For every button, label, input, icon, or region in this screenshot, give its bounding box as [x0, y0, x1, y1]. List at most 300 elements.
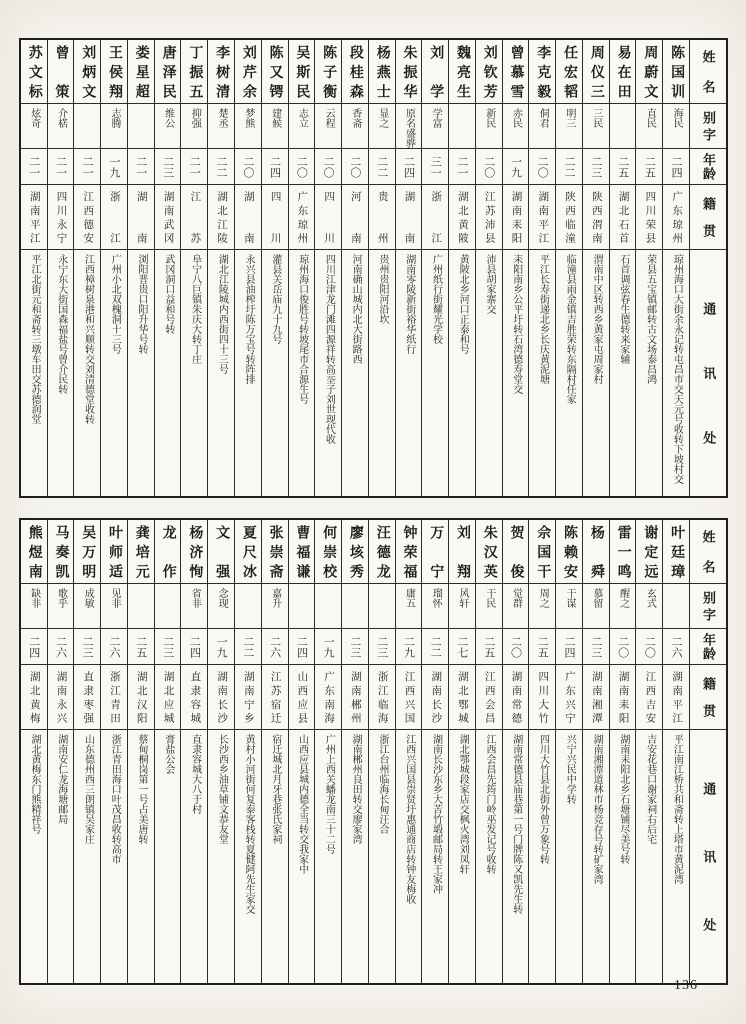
name-text: 万宁 — [428, 525, 444, 578]
person-column — [448, 40, 475, 496]
address-text: 河南确山城内北大街路西 — [350, 254, 362, 364]
address-text: 浙江台州临海长甸汪合 — [376, 734, 388, 834]
address-text: 广州纸行街耀光学校 — [430, 254, 442, 344]
header-age-cell — [690, 629, 726, 665]
age-text: 一九 — [108, 155, 121, 178]
alias-cell — [48, 104, 74, 149]
alias-text: 歌乎 — [55, 588, 67, 608]
address-text: 浙江青田海口叶茂昌收转高市 — [109, 734, 121, 864]
name-cell — [128, 40, 154, 104]
native-place-cell — [48, 665, 74, 730]
name-text: 刘翔 — [454, 525, 470, 578]
header-native-place-label: 籍贯 — [701, 677, 716, 717]
native-place-cell — [422, 665, 448, 730]
name-text: 曹福谦 — [294, 525, 310, 578]
age-text: 二〇 — [509, 635, 522, 658]
alias-text: 成敏 — [82, 588, 94, 608]
address-cell — [155, 730, 181, 983]
alias-text: 醒之 — [617, 588, 629, 608]
age-cell — [181, 149, 207, 185]
name-cell — [636, 520, 662, 584]
age-cell — [315, 629, 341, 665]
native-place-text: 湖南长沙 — [430, 671, 442, 723]
address-cell — [449, 730, 475, 983]
name-text: 张崇斋 — [267, 525, 283, 578]
age-text: 二九 — [402, 635, 415, 658]
native-place-text: 湖北汉阳 — [135, 671, 147, 723]
alias-cell — [48, 584, 74, 629]
header-column — [689, 520, 726, 983]
address-cell — [396, 730, 422, 983]
header-address-cell — [690, 250, 726, 496]
name-text: 钟荣福 — [401, 525, 417, 578]
alias-cell — [396, 584, 422, 629]
alias-cell — [663, 104, 689, 149]
native-place-cell — [556, 185, 582, 250]
native-place-text: 河南 — [349, 191, 361, 243]
address-text: 吉安花巷口谢家祠右后宅 — [644, 734, 656, 844]
address-cell — [208, 250, 234, 496]
name-cell — [235, 520, 261, 584]
person-column — [609, 40, 636, 496]
alias-cell — [503, 104, 529, 149]
native-place-cell — [610, 185, 636, 250]
age-cell — [315, 149, 341, 185]
name-cell — [342, 40, 368, 104]
native-place-cell — [289, 185, 315, 250]
alias-cell — [208, 104, 234, 149]
alias-text: 直民 — [644, 108, 656, 128]
age-text: 三一 — [429, 155, 442, 178]
person-column — [502, 520, 529, 983]
native-place-text: 湖南平江 — [671, 671, 683, 723]
alias-cell — [529, 104, 555, 149]
age-cell — [476, 629, 502, 665]
address-text: 湖北江陵城内西街四十三号 — [216, 254, 228, 374]
address-cell — [503, 730, 529, 983]
native-place-text: 湖南郴州 — [349, 671, 361, 723]
native-place-cell — [529, 665, 555, 730]
address-text: 耒阳南乡公平圩转石湾德寿堂交 — [510, 254, 522, 394]
alias-text: 省非 — [189, 588, 201, 608]
age-text: 二四 — [563, 635, 576, 658]
address-text: 贵州贵阳河沿坎 — [376, 254, 388, 324]
person-column — [421, 40, 448, 496]
address-text: 湖南长沙东乡大苦竹塅邮局转王家冲 — [430, 734, 442, 894]
name-text: 刘炳文 — [80, 45, 96, 98]
alias-cell — [128, 584, 154, 629]
name-text: 陈国训 — [669, 45, 685, 98]
alias-cell — [396, 104, 422, 149]
person-column — [288, 40, 315, 496]
alias-text: 维公 — [162, 108, 174, 128]
alias-cell — [128, 104, 154, 149]
age-cell — [663, 629, 689, 665]
native-place-text: 湖南永兴 — [55, 671, 67, 723]
age-text: 二五 — [536, 635, 549, 658]
alias-cell — [663, 584, 689, 629]
native-place-text: 四川荣县 — [644, 191, 656, 243]
name-cell — [369, 40, 395, 104]
native-place-cell — [583, 185, 609, 250]
native-place-text: 江西会昌 — [483, 671, 495, 723]
address-text: 黄村小河街何复泰客栈转夏健阿先生家交 — [243, 734, 255, 914]
age-text: 一九 — [509, 155, 522, 178]
address-text: 宿迁城北月牙巷张氏家祠 — [269, 734, 281, 844]
person-column — [207, 520, 234, 983]
header-name-label: 姓名 — [700, 50, 716, 93]
native-place-cell — [262, 185, 288, 250]
alias-cell — [155, 104, 181, 149]
age-text: 二一 — [54, 155, 67, 178]
person-column — [261, 40, 288, 496]
alias-cell — [208, 584, 234, 629]
address-cell — [583, 250, 609, 496]
address-text: 江西兴国县崇贤圩惠通商店转钟友梅收 — [403, 734, 415, 904]
alias-text: 嘉升 — [269, 588, 281, 608]
native-place-cell — [449, 185, 475, 250]
alias-cell — [262, 584, 288, 629]
name-cell — [556, 40, 582, 104]
native-place-cell — [101, 665, 127, 730]
age-text: 二七 — [455, 635, 468, 658]
alias-cell — [289, 104, 315, 149]
native-place-cell — [396, 665, 422, 730]
native-place-cell — [315, 185, 341, 250]
header-address-label: 通讯处 — [701, 782, 717, 931]
header-address-cell — [690, 730, 726, 983]
name-text: 夏尺冰 — [240, 525, 256, 578]
native-place-text: 陕西临潼 — [564, 191, 576, 243]
address-text: 蔡甸桐岗第一号占美唐转 — [136, 734, 148, 844]
age-cell — [449, 149, 475, 185]
age-cell — [155, 629, 181, 665]
name-text: 李克毅 — [535, 45, 551, 98]
name-text: 龙作 — [160, 525, 176, 578]
address-cell — [529, 730, 555, 983]
address-text: 湖北黄梅东门熊精祥号 — [28, 734, 40, 834]
native-place-cell — [74, 185, 100, 250]
address-text: 永宁东大街国森福盐号曾介民转 — [55, 254, 67, 394]
name-cell — [315, 520, 341, 584]
age-cell — [556, 629, 582, 665]
address-text: 四川江津龙门滩四源祥转高坖子刘世现代收 — [323, 254, 335, 444]
name-text: 杨舜 — [588, 525, 604, 578]
name-text: 吴斯民 — [294, 45, 310, 98]
age-cell — [235, 629, 261, 665]
address-text: 临潼县雨金镇吉胜荣转东隔村任家 — [564, 254, 576, 404]
address-cell — [636, 250, 662, 496]
age-cell — [529, 149, 555, 185]
alias-text: 新民 — [483, 108, 495, 128]
alias-cell — [74, 584, 100, 629]
directory-table-top — [19, 38, 728, 498]
native-place-cell — [181, 665, 207, 730]
age-text: 一九 — [215, 635, 228, 658]
name-cell — [208, 40, 234, 104]
alias-cell — [21, 584, 47, 629]
alias-text: 志立 — [296, 108, 308, 128]
address-cell — [529, 250, 555, 496]
person-column — [73, 520, 100, 983]
age-cell — [396, 629, 422, 665]
person-column — [21, 520, 47, 983]
person-column — [395, 520, 422, 983]
address-text: 灌县关岳庙九十九号 — [269, 254, 281, 344]
name-cell — [610, 520, 636, 584]
native-place-text: 湖南常德 — [510, 671, 522, 723]
person-column — [314, 520, 341, 983]
address-text: 平江南江桥共和斋转上塔市黄泥湾 — [671, 734, 683, 884]
native-place-text: 湖南湘潭 — [590, 671, 602, 723]
age-text: 二四 — [188, 635, 201, 658]
age-text: 二一 — [188, 155, 201, 178]
address-text: 永兴县油榨圩陈万宝号转阵排 — [243, 254, 255, 384]
person-column — [100, 520, 127, 983]
name-text: 叶师适 — [107, 525, 123, 578]
name-cell — [529, 40, 555, 104]
person-column — [314, 40, 341, 496]
age-text: 二二 — [241, 635, 254, 658]
address-text: 浏阳普贵口阳升华号转 — [136, 254, 148, 354]
name-text: 曾慕雪 — [508, 45, 524, 98]
alias-text: 云程 — [323, 108, 335, 128]
native-place-text: 浙江 — [430, 191, 442, 243]
age-cell — [289, 629, 315, 665]
address-cell — [235, 730, 261, 983]
name-text: 叶廷璋 — [669, 525, 685, 578]
name-cell — [181, 520, 207, 584]
native-place-cell — [128, 665, 154, 730]
age-text: 二〇 — [536, 155, 549, 178]
age-cell — [636, 149, 662, 185]
name-text: 朱振华 — [401, 45, 417, 98]
native-place-cell — [101, 185, 127, 250]
alias-cell — [610, 104, 636, 149]
age-text: 二五 — [643, 155, 656, 178]
alias-text: 见非 — [109, 588, 121, 608]
age-cell — [21, 629, 47, 665]
native-place-text: 湖南平江 — [28, 191, 40, 243]
alias-text: 香斋 — [349, 108, 361, 128]
address-text: 琼州海口俊胜号转坡尾市合源生号 — [296, 254, 308, 404]
native-place-cell — [315, 665, 341, 730]
native-place-text: 湖北石首 — [617, 191, 629, 243]
name-text: 马奏凯 — [53, 525, 69, 578]
age-text: 二三 — [375, 635, 388, 658]
age-text: 二一 — [455, 155, 468, 178]
native-place-cell — [449, 665, 475, 730]
name-cell — [476, 40, 502, 104]
native-place-cell — [342, 665, 368, 730]
age-text: 二〇 — [348, 155, 361, 178]
name-text: 陈赖安 — [562, 525, 578, 578]
age-cell — [48, 149, 74, 185]
alias-text: 显之 — [376, 108, 388, 128]
alias-text: 玄式 — [644, 588, 656, 608]
address-cell — [503, 250, 529, 496]
native-place-cell — [369, 665, 395, 730]
alias-text: 海民 — [671, 108, 683, 128]
person-column — [448, 520, 475, 983]
address-cell — [422, 250, 448, 496]
name-cell — [48, 40, 74, 104]
age-text: 二二 — [429, 635, 442, 658]
age-text: 二三 — [348, 635, 361, 658]
alias-cell — [155, 584, 181, 629]
address-cell — [476, 250, 502, 496]
alias-cell — [21, 104, 47, 149]
address-cell — [128, 730, 154, 983]
person-column — [635, 520, 662, 983]
address-cell — [610, 730, 636, 983]
age-text: 二〇 — [643, 635, 656, 658]
age-cell — [556, 149, 582, 185]
name-text: 雷一鸣 — [615, 525, 631, 578]
age-text: 二二 — [215, 155, 228, 178]
alias-cell — [315, 104, 341, 149]
native-place-cell — [583, 665, 609, 730]
alias-cell — [235, 584, 261, 629]
alias-cell — [181, 104, 207, 149]
alias-cell — [101, 584, 127, 629]
name-cell — [449, 40, 475, 104]
address-cell — [556, 730, 582, 983]
name-text: 魏亮生 — [454, 45, 470, 98]
alias-cell — [636, 104, 662, 149]
name-cell — [583, 40, 609, 104]
age-text: 二六 — [108, 635, 121, 658]
address-text: 荣县五宝镇邮转古文场泰昌鸿 — [644, 254, 656, 384]
name-cell — [315, 40, 341, 104]
age-text: 二一 — [134, 155, 147, 178]
alias-cell — [583, 584, 609, 629]
person-column — [475, 40, 502, 496]
native-place-cell — [476, 185, 502, 250]
name-cell — [422, 40, 448, 104]
native-place-cell — [235, 665, 261, 730]
native-place-cell — [208, 185, 234, 250]
age-cell — [48, 629, 74, 665]
name-text: 朱汉英 — [481, 525, 497, 578]
address-text: 山西应县城内德全当转交我家中 — [296, 734, 308, 874]
name-text: 何崇校 — [321, 525, 337, 578]
native-place-text: 江苏宿迁 — [269, 671, 281, 723]
age-cell — [583, 629, 609, 665]
name-text: 文强 — [214, 525, 230, 578]
alias-text: 炫奇 — [28, 108, 40, 128]
native-place-text: 江西吉安 — [644, 671, 656, 723]
person-column — [368, 520, 395, 983]
age-text: 二〇 — [295, 155, 308, 178]
name-text: 唐泽民 — [160, 45, 176, 98]
alias-cell — [556, 584, 582, 629]
age-cell — [529, 629, 555, 665]
age-cell — [583, 149, 609, 185]
alias-text: 介楛 — [55, 108, 67, 128]
name-cell — [181, 40, 207, 104]
name-text: 熊煜南 — [26, 525, 42, 578]
alias-cell — [556, 104, 582, 149]
age-cell — [610, 629, 636, 665]
address-text: 江西会昌先筠门岭巫发记号收转 — [484, 734, 495, 874]
address-cell — [289, 250, 315, 496]
address-text: 石首调弦春生德转来家辅 — [617, 254, 629, 364]
alias-cell — [449, 104, 475, 149]
address-text: 四川大竹县北街外曾万象号转 — [537, 734, 549, 864]
person-column — [528, 520, 555, 983]
name-cell — [503, 40, 529, 104]
age-text: 二六 — [54, 635, 67, 658]
person-column — [234, 520, 261, 983]
native-place-text: 江西兴国 — [403, 671, 415, 723]
native-place-cell — [289, 665, 315, 730]
age-text: 二二 — [375, 155, 388, 178]
name-text: 易在田 — [615, 45, 631, 98]
age-text: 二三 — [161, 635, 174, 658]
name-text: 段桂森 — [347, 45, 363, 98]
native-place-text: 湖北应城 — [162, 671, 174, 723]
alias-cell — [422, 104, 448, 149]
person-column — [395, 40, 422, 496]
alias-cell — [610, 584, 636, 629]
age-text: 二四 — [402, 155, 415, 178]
alias-cell — [369, 584, 395, 629]
person-column — [21, 40, 47, 496]
name-cell — [128, 520, 154, 584]
name-cell — [396, 520, 422, 584]
alias-cell — [476, 584, 502, 629]
native-place-text: 湖南长沙 — [216, 671, 228, 723]
name-cell — [74, 520, 100, 584]
age-cell — [155, 149, 181, 185]
age-cell — [208, 629, 234, 665]
native-place-text: 湖南宁乡 — [242, 671, 254, 723]
alias-text: 建候 — [269, 108, 281, 128]
age-text: 二六 — [268, 635, 281, 658]
address-cell — [48, 250, 74, 496]
age-text: 二四 — [27, 635, 40, 658]
age-cell — [663, 149, 689, 185]
native-place-cell — [476, 665, 502, 730]
address-text: 武冈洞口益和号转 — [162, 254, 174, 334]
alias-text: 干谋 — [564, 588, 576, 608]
alias-text: 庸五 — [403, 588, 415, 608]
native-place-text: 湖南 — [403, 191, 415, 243]
header-name-cell — [690, 40, 726, 104]
address-text: 平江北街元和斋转三墩车田交苏德润堂 — [28, 254, 40, 424]
name-text: 廖垓秀 — [347, 525, 363, 578]
native-place-text: 湖北黄陂 — [456, 191, 468, 243]
person-column — [475, 520, 502, 983]
native-place-text: 湖北黄梅 — [28, 671, 40, 723]
age-cell — [610, 149, 636, 185]
native-place-text: 湖南耒阳 — [617, 671, 629, 723]
name-cell — [101, 520, 127, 584]
header-native-place-label: 籍贯 — [701, 197, 716, 237]
name-cell — [155, 520, 181, 584]
native-place-text: 江苏沛县 — [483, 191, 495, 243]
age-text: 二五 — [134, 635, 147, 658]
header-address-label: 通讯处 — [701, 302, 717, 444]
person-column — [180, 520, 207, 983]
address-text: 湖南安仁龙海塘邮局 — [55, 734, 67, 824]
person-column — [555, 520, 582, 983]
alias-cell — [289, 584, 315, 629]
native-place-cell — [503, 185, 529, 250]
address-cell — [476, 730, 502, 983]
person-column — [47, 520, 74, 983]
